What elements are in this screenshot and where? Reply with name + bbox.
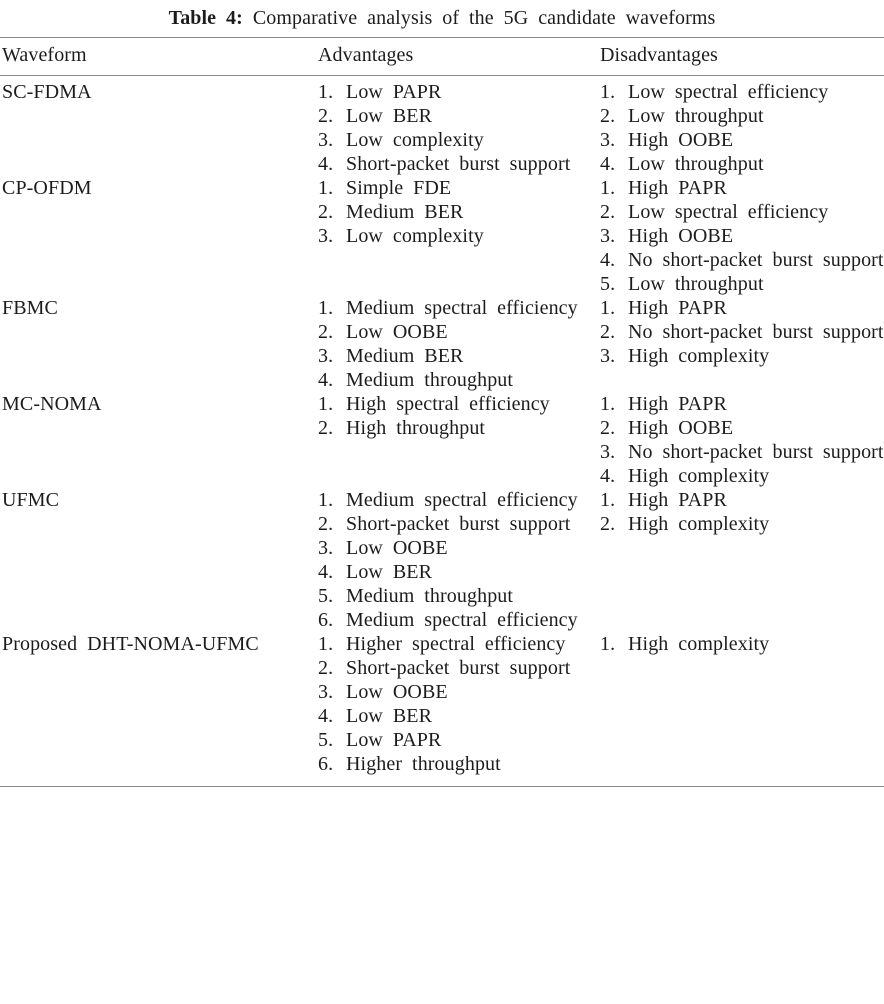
item-number: 5. bbox=[600, 273, 616, 295]
advantage-item bbox=[318, 704, 600, 728]
table-body bbox=[0, 76, 884, 787]
advantage-item bbox=[318, 320, 600, 344]
item-number: 1. bbox=[600, 633, 616, 655]
item-number: 3. bbox=[600, 225, 616, 247]
item-text: Medium BER bbox=[346, 345, 464, 367]
item-text: Higher throughput bbox=[346, 753, 501, 775]
item-number: 3. bbox=[318, 681, 334, 703]
item-number: 2. bbox=[600, 201, 616, 223]
advantage-item bbox=[318, 488, 600, 512]
item-number: 2. bbox=[600, 105, 616, 127]
waveform-name: UFMC bbox=[2, 489, 60, 511]
disadvantage-item bbox=[600, 320, 884, 344]
advantage-item bbox=[318, 536, 600, 560]
waveform-cell bbox=[0, 296, 318, 392]
item-number: 1. bbox=[600, 81, 616, 103]
column-header-waveform: Waveform bbox=[2, 44, 87, 66]
item-number: 1. bbox=[600, 177, 616, 199]
disadvantage-item bbox=[600, 632, 884, 656]
item-text: No short-packet burst support bbox=[628, 321, 884, 343]
item-text: Short-packet burst support bbox=[346, 657, 571, 679]
item-number: 1. bbox=[600, 489, 616, 511]
waveform-name: Proposed DHT-NOMA-UFMC bbox=[2, 633, 259, 655]
item-number: 1. bbox=[318, 177, 334, 199]
disadvantage-item bbox=[600, 104, 884, 128]
item-text: High complexity bbox=[628, 345, 770, 367]
item-number: 4. bbox=[318, 561, 334, 583]
disadvantage-item bbox=[600, 80, 884, 104]
item-text: Short-packet burst support bbox=[346, 513, 571, 535]
disadvantage-item bbox=[600, 512, 884, 536]
advantage-item bbox=[318, 728, 600, 752]
item-number: 3. bbox=[600, 129, 616, 151]
item-number: 4. bbox=[318, 705, 334, 727]
item-number: 1. bbox=[318, 81, 334, 103]
disadvantage-item bbox=[600, 248, 884, 272]
disadvantages-cell bbox=[600, 176, 884, 296]
item-text: High throughput bbox=[346, 417, 486, 439]
advantage-item bbox=[318, 584, 600, 608]
item-number: 1. bbox=[600, 393, 616, 415]
item-number: 2. bbox=[600, 513, 616, 535]
item-number: 1. bbox=[318, 633, 334, 655]
item-number: 2. bbox=[318, 657, 334, 679]
item-number: 1. bbox=[318, 297, 334, 319]
item-number: 5. bbox=[318, 585, 334, 607]
item-number: 2. bbox=[600, 417, 616, 439]
advantages-cell bbox=[318, 296, 600, 392]
item-number: 3. bbox=[600, 345, 616, 367]
table-row bbox=[0, 76, 884, 177]
disadvantages-cell bbox=[600, 392, 884, 488]
disadvantage-item bbox=[600, 296, 884, 320]
advantages-cell bbox=[318, 76, 600, 177]
item-text: Short-packet burst support bbox=[346, 153, 571, 175]
waveform-comparison-table bbox=[0, 37, 884, 787]
advantage-item bbox=[318, 392, 600, 416]
item-text: Low OOBE bbox=[346, 681, 448, 703]
advantage-item bbox=[318, 680, 600, 704]
table-row bbox=[0, 488, 884, 632]
item-text: Higher spectral efficiency bbox=[346, 633, 566, 655]
waveform-cell bbox=[0, 632, 318, 787]
header-row bbox=[0, 38, 884, 76]
advantage-item bbox=[318, 104, 600, 128]
advantage-item bbox=[318, 80, 600, 104]
table-row bbox=[0, 176, 884, 296]
item-number: 3. bbox=[318, 345, 334, 367]
waveform-cell bbox=[0, 488, 318, 632]
item-text: Medium spectral efficiency bbox=[346, 489, 578, 511]
disadvantage-item bbox=[600, 416, 884, 440]
item-number: 3. bbox=[318, 537, 334, 559]
waveform-name: CP-OFDM bbox=[2, 177, 92, 199]
advantage-item bbox=[318, 128, 600, 152]
item-number: 4. bbox=[600, 153, 616, 175]
item-number: 4. bbox=[318, 153, 334, 175]
item-text: High complexity bbox=[628, 633, 770, 655]
advantage-item bbox=[318, 344, 600, 368]
waveform-cell bbox=[0, 176, 318, 296]
advantage-item bbox=[318, 512, 600, 536]
item-text: No short-packet burst support bbox=[628, 441, 884, 463]
item-number: 2. bbox=[318, 105, 334, 127]
item-text: High PAPR bbox=[628, 393, 727, 415]
item-text: High PAPR bbox=[628, 297, 727, 319]
disadvantage-item bbox=[600, 128, 884, 152]
item-text: Low throughput bbox=[628, 153, 764, 175]
item-text: Low complexity bbox=[346, 129, 484, 151]
table-row bbox=[0, 632, 884, 787]
disadvantages-cell bbox=[600, 632, 884, 787]
advantage-item bbox=[318, 176, 600, 200]
caption-label: Table 4: bbox=[168, 7, 243, 29]
item-number: 1. bbox=[318, 393, 334, 415]
disadvantages-cell bbox=[600, 296, 884, 392]
item-text: Simple FDE bbox=[346, 177, 452, 199]
item-number: 2. bbox=[600, 321, 616, 343]
item-number: 4. bbox=[600, 465, 616, 487]
advantages-cell bbox=[318, 488, 600, 632]
waveform-cell bbox=[0, 76, 318, 177]
item-number: 2. bbox=[318, 321, 334, 343]
advantage-item bbox=[318, 152, 600, 176]
waveform-name: FBMC bbox=[2, 297, 58, 319]
item-number: 4. bbox=[600, 249, 616, 271]
advantage-item bbox=[318, 752, 600, 776]
item-text: Low BER bbox=[346, 561, 433, 583]
item-text: Medium BER bbox=[346, 201, 464, 223]
item-number: 5. bbox=[318, 729, 334, 751]
caption-text: Comparative analysis of the 5G candidate waveforms bbox=[252, 7, 716, 29]
item-text: No short-packet burst support bbox=[628, 249, 884, 271]
item-number: 6. bbox=[318, 609, 334, 631]
disadvantage-item bbox=[600, 440, 884, 464]
item-number: 3. bbox=[318, 225, 334, 247]
item-text: Low throughput bbox=[628, 105, 764, 127]
disadvantage-item bbox=[600, 392, 884, 416]
disadvantage-item bbox=[600, 224, 884, 248]
advantages-cell bbox=[318, 632, 600, 787]
disadvantage-item bbox=[600, 464, 884, 488]
disadvantage-item bbox=[600, 344, 884, 368]
item-number: 3. bbox=[600, 441, 616, 463]
item-text: Low OOBE bbox=[346, 537, 448, 559]
advantage-item bbox=[318, 368, 600, 392]
item-number: 2. bbox=[318, 201, 334, 223]
disadvantages-cell bbox=[600, 76, 884, 177]
advantage-item bbox=[318, 224, 600, 248]
disadvantage-item bbox=[600, 272, 884, 296]
column-header-disadvantages: Disadvantages bbox=[600, 44, 718, 66]
item-text: Low OOBE bbox=[346, 321, 448, 343]
advantages-cell bbox=[318, 392, 600, 488]
item-number: 1. bbox=[600, 297, 616, 319]
disadvantage-item bbox=[600, 488, 884, 512]
item-text: Low throughput bbox=[628, 273, 764, 295]
item-text: High complexity bbox=[628, 465, 770, 487]
advantages-cell bbox=[318, 176, 600, 296]
item-text: High OOBE bbox=[628, 129, 734, 151]
disadvantages-cell bbox=[600, 488, 884, 632]
item-text: Medium spectral efficiency bbox=[346, 297, 578, 319]
item-text: Low PAPR bbox=[346, 81, 442, 103]
advantage-item bbox=[318, 656, 600, 680]
item-text: Low spectral efficiency bbox=[628, 201, 829, 223]
advantage-item bbox=[318, 296, 600, 320]
disadvantage-item bbox=[600, 176, 884, 200]
item-text: High PAPR bbox=[628, 489, 727, 511]
disadvantage-item bbox=[600, 200, 884, 224]
item-text: Low BER bbox=[346, 705, 433, 727]
item-text: Medium throughput bbox=[346, 585, 514, 607]
item-text: High PAPR bbox=[628, 177, 727, 199]
item-number: 2. bbox=[318, 513, 334, 535]
item-text: High complexity bbox=[628, 513, 770, 535]
waveform-cell bbox=[0, 392, 318, 488]
item-number: 2. bbox=[318, 417, 334, 439]
item-text: High spectral efficiency bbox=[346, 393, 550, 415]
disadvantage-item bbox=[600, 152, 884, 176]
item-text: High OOBE bbox=[628, 417, 734, 439]
advantage-item bbox=[318, 200, 600, 224]
advantage-item bbox=[318, 608, 600, 632]
table-row bbox=[0, 296, 884, 392]
item-number: 6. bbox=[318, 753, 334, 775]
item-number: 1. bbox=[318, 489, 334, 511]
advantage-item bbox=[318, 416, 600, 440]
advantage-item bbox=[318, 560, 600, 584]
table-caption bbox=[0, 0, 884, 31]
item-text: High OOBE bbox=[628, 225, 734, 247]
item-number: 3. bbox=[318, 129, 334, 151]
item-text: Low BER bbox=[346, 105, 433, 127]
item-text: Low PAPR bbox=[346, 729, 442, 751]
advantage-item bbox=[318, 632, 600, 656]
column-header-advantages: Advantages bbox=[318, 44, 414, 66]
waveform-name: SC-FDMA bbox=[2, 81, 92, 103]
item-number: 4. bbox=[318, 369, 334, 391]
table-header bbox=[0, 38, 884, 76]
item-text: Medium throughput bbox=[346, 369, 514, 391]
item-text: Low complexity bbox=[346, 225, 484, 247]
table-row bbox=[0, 392, 884, 488]
item-text: Low spectral efficiency bbox=[628, 81, 829, 103]
item-text: Medium spectral efficiency bbox=[346, 609, 578, 631]
waveform-name: MC-NOMA bbox=[2, 393, 102, 415]
